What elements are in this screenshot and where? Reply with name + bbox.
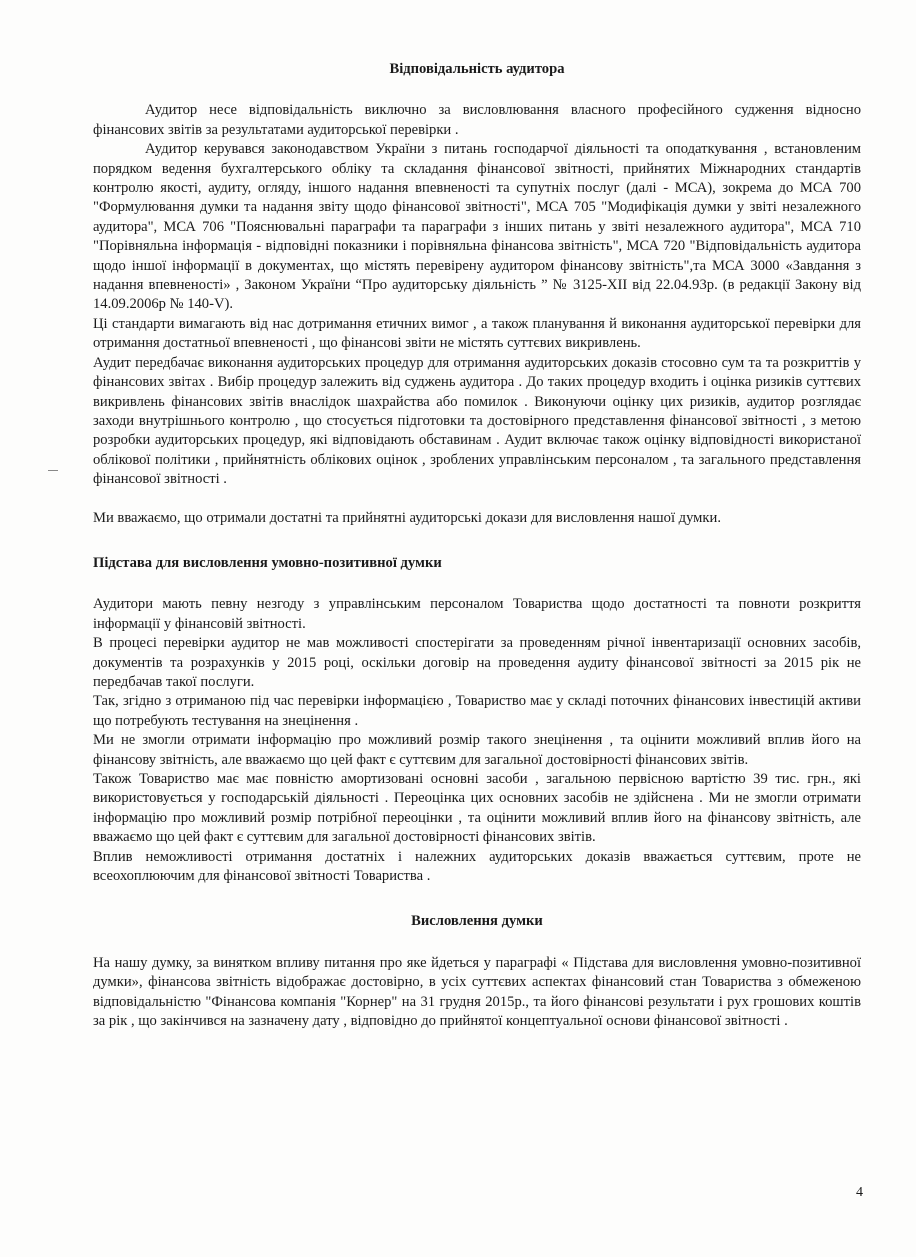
paragraph: Аудитор несе відповідальність виключно за висловлювання власного професійного судження відносно фінансових звітів за результатами аудиторської перевірки .: [93, 102, 861, 138]
heading-auditor-responsibility: Відповідальність аудитора: [389, 61, 565, 77]
document-body: [93, 60, 861, 1031]
heading-opinion: Висловлення думки: [411, 913, 543, 930]
paragraph: Ці стандарти вимагають від нас дотримання етичних вимог , а також планування й виконання аудиторської перевірки для отримання достатньої впевненості , що фінансові звіти не містять суттєвих викривлень.: [93, 315, 861, 352]
paragraph: Також Товариство має має повністю амортизовані основні засоби , загальною первісною вартістю 39 тис. грн., які використовується у господарській діяльності . Переоцінка цих основних засобів не здійснена . Ми не змогли отримати інформацію про можливий розмір потрібної переоцінки , та оцінити можливий вплив його на фінансову звітність, але вважаємо що цей факт є суттєвим для загальної достовірності фінансових звітів.: [93, 771, 861, 846]
page-number: 4: [856, 1185, 863, 1200]
paragraph: Аудит передбачає виконання аудиторських процедур для отримання аудиторських доказів стосовно сум та та розкриттів у фінансових звітах . Вибір процедур залежить від суджень аудитора . До таких процедур входить і оцінка ризиків суттєвих викривлень фінансових звітів внаслідок шахрайства або помилок . Виконуючи оцінку цих ризиків, аудитор розглядає заходи внутрішнього контролю , що стосується підготовки та достовірного представлення фінансової звітності , з метою розробки аудиторських процедур, які відповідають обставинам . Аудит включає також оцінку відповідності використаної облікової політики , прийнятність облікових оцінок , зроблених управлінським персоналом , та загального представлення фінансової звітності .: [93, 354, 861, 488]
paragraph: На нашу думку, за винятком впливу питання про яке йдеться у параграфі « Підстава для висловлення умовно-позитивної думки», фінансова звітність відображає достовірно, в усіх суттєвих аспектах фінансовий стан Товариства з обмеженою відповідальністю "Фінансова компанія "Корнер" на 31 грудня 2015р., та його фінансові результати і рух грошових коштів за рік , що закінчився на зазначену дату , відповідно до прийнятої концептуальної основи фінансової звітності .: [93, 954, 861, 1030]
paragraph: Вплив неможливості отримання достатніх і належних аудиторських доказів вважається суттєвим, проте не всеохоплюючим для фінансової звітності Товариства .: [93, 848, 861, 885]
scan-mark: [48, 470, 58, 471]
paragraph: Ми вважаємо, що отримали достатні та прийнятні аудиторські докази для висловлення нашої думки.: [93, 509, 721, 526]
paragraph: Аудитор керувався законодавством України з питань господарчої діяльності та оподаткування , встановленим порядком ведення бухгалтерського обліку та складання фінансової звітності, прийнятих Міжнародних стандартів контролю якості, аудиту, огляду, іншого надання впевненості та супутніх послуг (далі - МСА), зокрема до МСА 700 "Формулювання думки та надання звіту щодо фінансової звітності", МСА 705 "Модифікація думки у звіті незалежного аудитора", МСА 706 "Пояснювальні параграфи та параграфи з інших питань у звіті незалежного аудитора", МСА 710 "Порівняльна інформація - відповідні показники і порівняльна фінансова звітність", МСА 720 "Відповідальність аудитора щодо іншої інформації в документах, що містять перевірену аудитором фінансову звітність",та МСА 3000 «Завдання з надання впевненості» , Законом України “Про аудиторську діяльність ” № 3125-ХІІ від 22.04.93р. (в редакції Закону від 14.09.2006р № 140-V).: [93, 141, 861, 313]
paragraph: Ми не змогли отримати інформацію про можливий розмір такого знецінення , та оцінити можливий вплив його на фінансову звітність, але вважаємо що цей факт є суттєвим для загальної достовірності фінансових звітів.: [93, 732, 861, 768]
heading-basis-qualified-opinion: Підстава для висловлення умовно-позитивної думки: [93, 554, 442, 571]
paragraph: В процесі перевірки аудитор не мав можливості спостерігати за проведенням річної інвентаризації основних засобів, документів та розрахунків у 2015 році, оскільки договір на проведення аудиту фінансової звітності за 2015 рік не передбачав такої послуги.: [93, 635, 861, 690]
paragraph: Так, згідно з отриманою під час перевірки інформацією , Товариство має у складі поточних фінансових інвестицій активи що потребують тестування на знецінення .: [93, 693, 861, 729]
paragraph: Аудитори мають певну незгоду з управлінським персоналом Товариства щодо достатності та повноти розкриття інформації у фінансовій звітності.: [93, 596, 861, 632]
